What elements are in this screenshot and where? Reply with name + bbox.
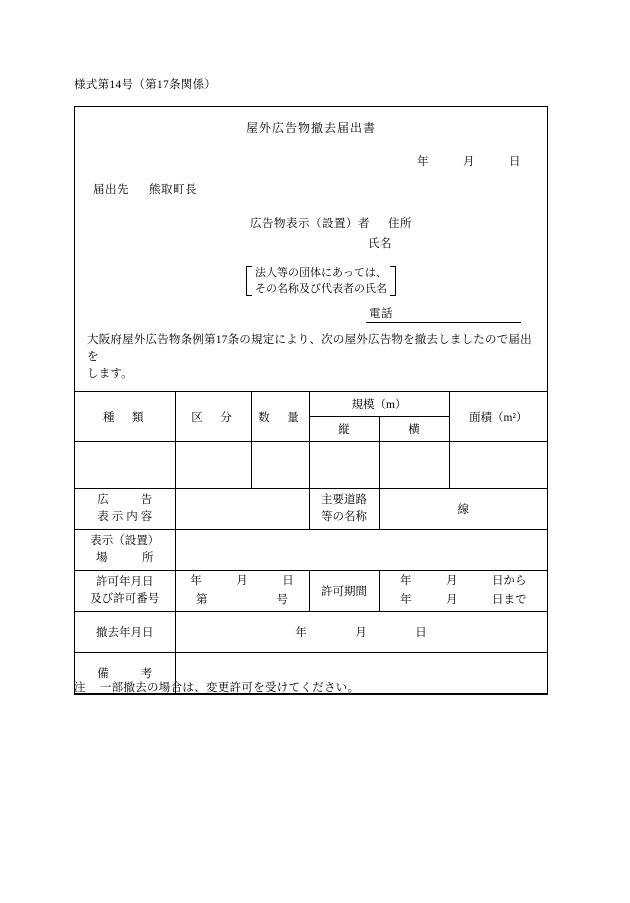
value-main-road[interactable] [379,489,547,530]
header-scale: 規模（m） [309,392,449,417]
header-divider [75,391,547,392]
header-division: 区 分 [175,392,251,442]
bracket-left-icon [243,265,252,297]
label-permit-period: 許可期間 [309,571,379,612]
label-removal-date: 撤去年月日 [75,612,175,653]
value-division[interactable] [175,442,251,489]
label-place: 表示（設置） 場 所 [75,530,175,571]
corporate-note-line1: 法人等の団体にあっては、 [255,267,387,279]
telephone-row [75,305,547,323]
form-number: 様式第14号（第17条関係） [74,79,217,91]
value-area[interactable] [449,442,547,489]
main-road-unit: 線 [457,504,469,516]
statement-block [75,332,547,383]
form-header-area [75,119,547,392]
header-kind: 種 類 [75,392,175,442]
date-year-label: 年 [417,156,429,168]
row-ad-content [75,489,547,530]
applicant-role-label: 広告物表示（設置）者 [250,218,370,230]
value-scale-horizontal[interactable] [379,442,449,489]
value-ad-content[interactable] [175,489,309,530]
value-scale-vertical[interactable] [309,442,379,489]
table-header-row-1 [75,392,547,417]
form-container [74,106,548,695]
value-quantity[interactable] [251,442,309,489]
bracket-right-icon [390,265,399,297]
value-kind[interactable] [75,442,175,489]
header-area: 面積（m²） [449,392,547,442]
date-month-label: 月 [463,156,475,168]
header-quantity: 数 量 [251,392,309,442]
header-scale-horizontal: 横 [379,417,449,442]
addressee-row [75,181,547,197]
note-text: 一部撤去の場合は、変更許可を受けてください。 [99,682,360,694]
applicant-name-label: 氏名 [368,238,392,250]
table-entry-row [75,442,547,489]
addressee-value: 熊取町長 [149,184,197,196]
value-place[interactable] [175,530,547,571]
form-table [75,392,547,694]
addressee-label: 届出先 [93,184,129,196]
label-ad-content: 広 告 表示内容 [75,489,175,530]
value-permit-date[interactable]: 年 月 日 第 号 [175,571,309,612]
telephone-label: 電話 [366,305,521,323]
submission-date-line [75,153,547,169]
label-permit-date: 許可年月日 及び許可番号 [75,571,175,612]
value-permit-period[interactable]: 年 月 日から 年 月 日まで [379,571,547,612]
document-title: 屋外広告物撤去届出書 [245,121,376,135]
statement-line-1: 大阪府屋外広告物条例第17条の規定により、次の屋外広告物を撤去しましたので届出を [87,334,532,363]
applicant-address-label: 住所 [388,218,412,230]
row-place [75,530,547,571]
applicant-role-row [75,215,547,231]
applicant-name-row [75,235,547,251]
date-day-label: 日 [509,156,521,168]
statement-line-2: します。 [87,368,133,380]
corporate-note-line2: その名称及び代表者の氏名 [255,283,387,295]
corporate-note-bracket [75,265,547,297]
header-scale-vertical: 縦 [309,417,379,442]
row-removal-date [75,612,547,653]
note-label: 注 [74,682,86,694]
label-remarks: 備 考 [75,653,175,694]
value-removal-date[interactable]: 年 月 日 [175,612,547,653]
row-permit [75,571,547,612]
footer-note [74,679,359,695]
label-main-road: 主要道路 等の名称 [309,489,379,530]
